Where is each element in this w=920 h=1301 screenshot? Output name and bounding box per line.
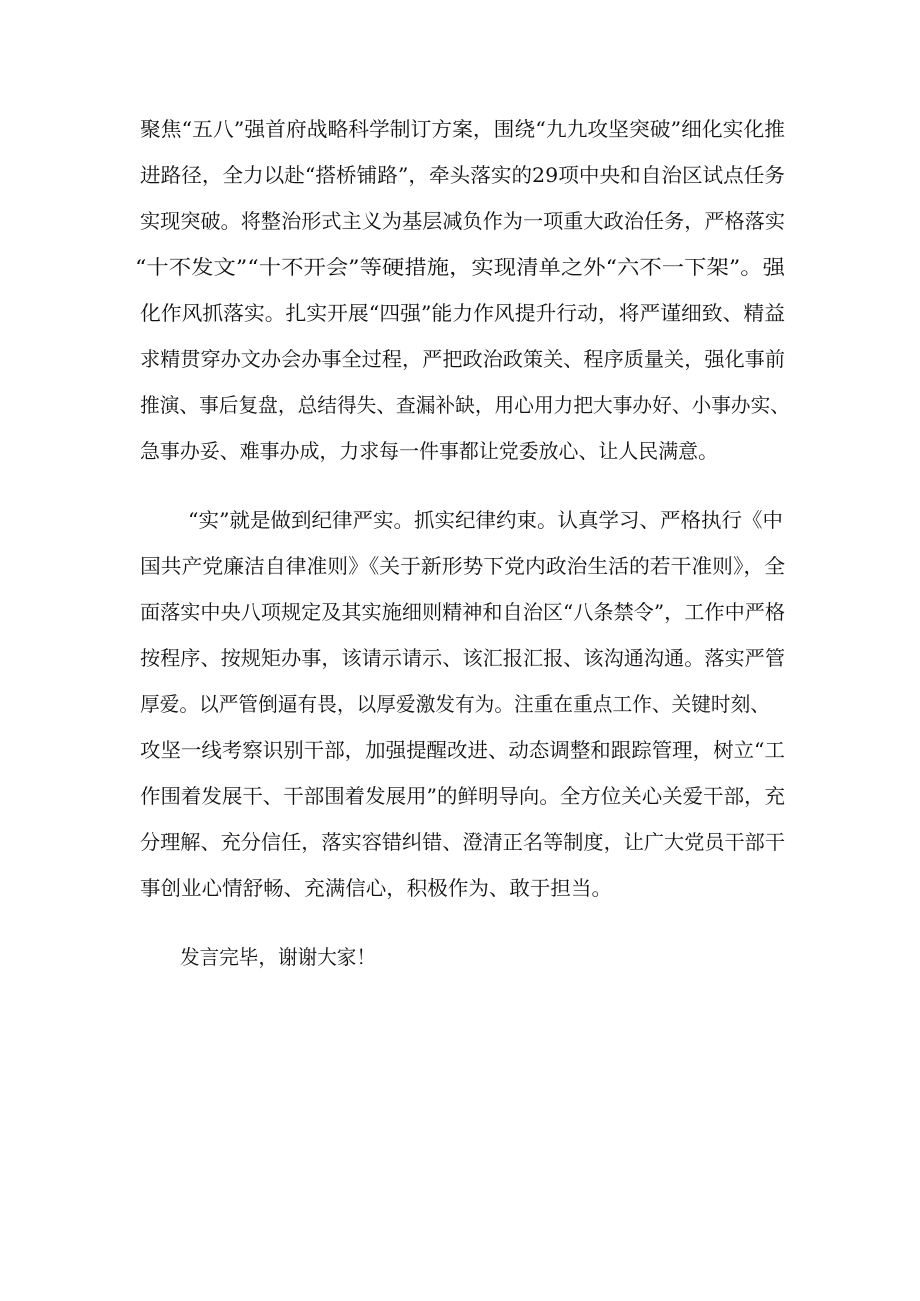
line-text: 发言完毕，谢谢大家！: [180, 945, 376, 969]
line-text: 急事办妥、难事办成，力求每一件事都让党委放心、让人民满意。: [140, 439, 718, 463]
line-text: 进路径，全力以赴“搭桥铺路”，牵头落实的29项中央和自治区试点任务: [140, 163, 785, 187]
line-text: “十不发文”“十不开会”等硬措施，实现清单之外“六不一下架”。强: [135, 255, 785, 279]
text-line: [0, 868, 920, 908]
line-text: 化作风抓落实。扎实开展“四强”能力作风提升行动，将严谨细致、精益: [140, 301, 785, 325]
text-line: [0, 730, 920, 770]
line-text: 按程序、按规矩办事，该请示请示、该汇报汇报、该沟通沟通。落实严管: [140, 646, 785, 670]
text-line: [0, 822, 920, 862]
line-text: 国共产党廉洁自律准则》《关于新形势下党内政治生活的若干准则》，全: [140, 554, 785, 578]
line-text: “实”就是做到纪律严实。抓实纪律约束。认真学习、严格执行《中: [188, 508, 783, 532]
text-line: [0, 546, 920, 586]
text-line: [0, 155, 920, 195]
line-text: 事创业心情舒畅、充满信心，积极作为、敢于担当。: [140, 876, 612, 900]
line-text: 厚爱。以严管倒逼有畏，以厚爱激发有为。注重在重点工作、关键时刻、: [140, 692, 770, 716]
line-text: 实现突破。将整治形式主义为基层减负作为一项重大政治任务，严格落实: [140, 209, 785, 233]
text-line: [0, 201, 920, 241]
line-text: 攻坚一线考察识别干部，加强提醒改进、动态调整和跟踪管理，树立“工: [140, 738, 785, 762]
text-line: [0, 247, 920, 287]
line-text: 聚焦“五八”强首府战略科学制订方案，围绕“九九攻坚突破”细化实化推: [140, 117, 785, 141]
text-line: [0, 776, 920, 816]
text-line: [0, 339, 920, 379]
text-line: [0, 684, 920, 724]
text-line: [0, 937, 920, 977]
line-text: 作围着发展干、干部围着发展用”的鲜明导向。全方位关心关爱干部，充: [140, 784, 785, 808]
text-line: [0, 500, 920, 540]
text-line: [0, 638, 920, 678]
text-line: [0, 293, 920, 333]
text-line: [0, 109, 920, 149]
line-text: 求精贯穿办文办会办事全过程，严把政治政策关、程序质量关，强化事前: [140, 347, 785, 371]
line-text: 面落实中央八项规定及其实施细则精神和自治区“八条禁令”，工作中严格: [140, 600, 785, 624]
text-line: [0, 592, 920, 632]
text-line: [0, 385, 920, 425]
line-text: 推演、事后复盘，总结得失、查漏补缺，用心用力把大事办好、小事办实、: [140, 393, 790, 417]
text-line: [0, 431, 920, 471]
line-text: 分理解、充分信任，落实容错纠错、澄清正名等制度，让广大党员干部干: [140, 830, 785, 854]
